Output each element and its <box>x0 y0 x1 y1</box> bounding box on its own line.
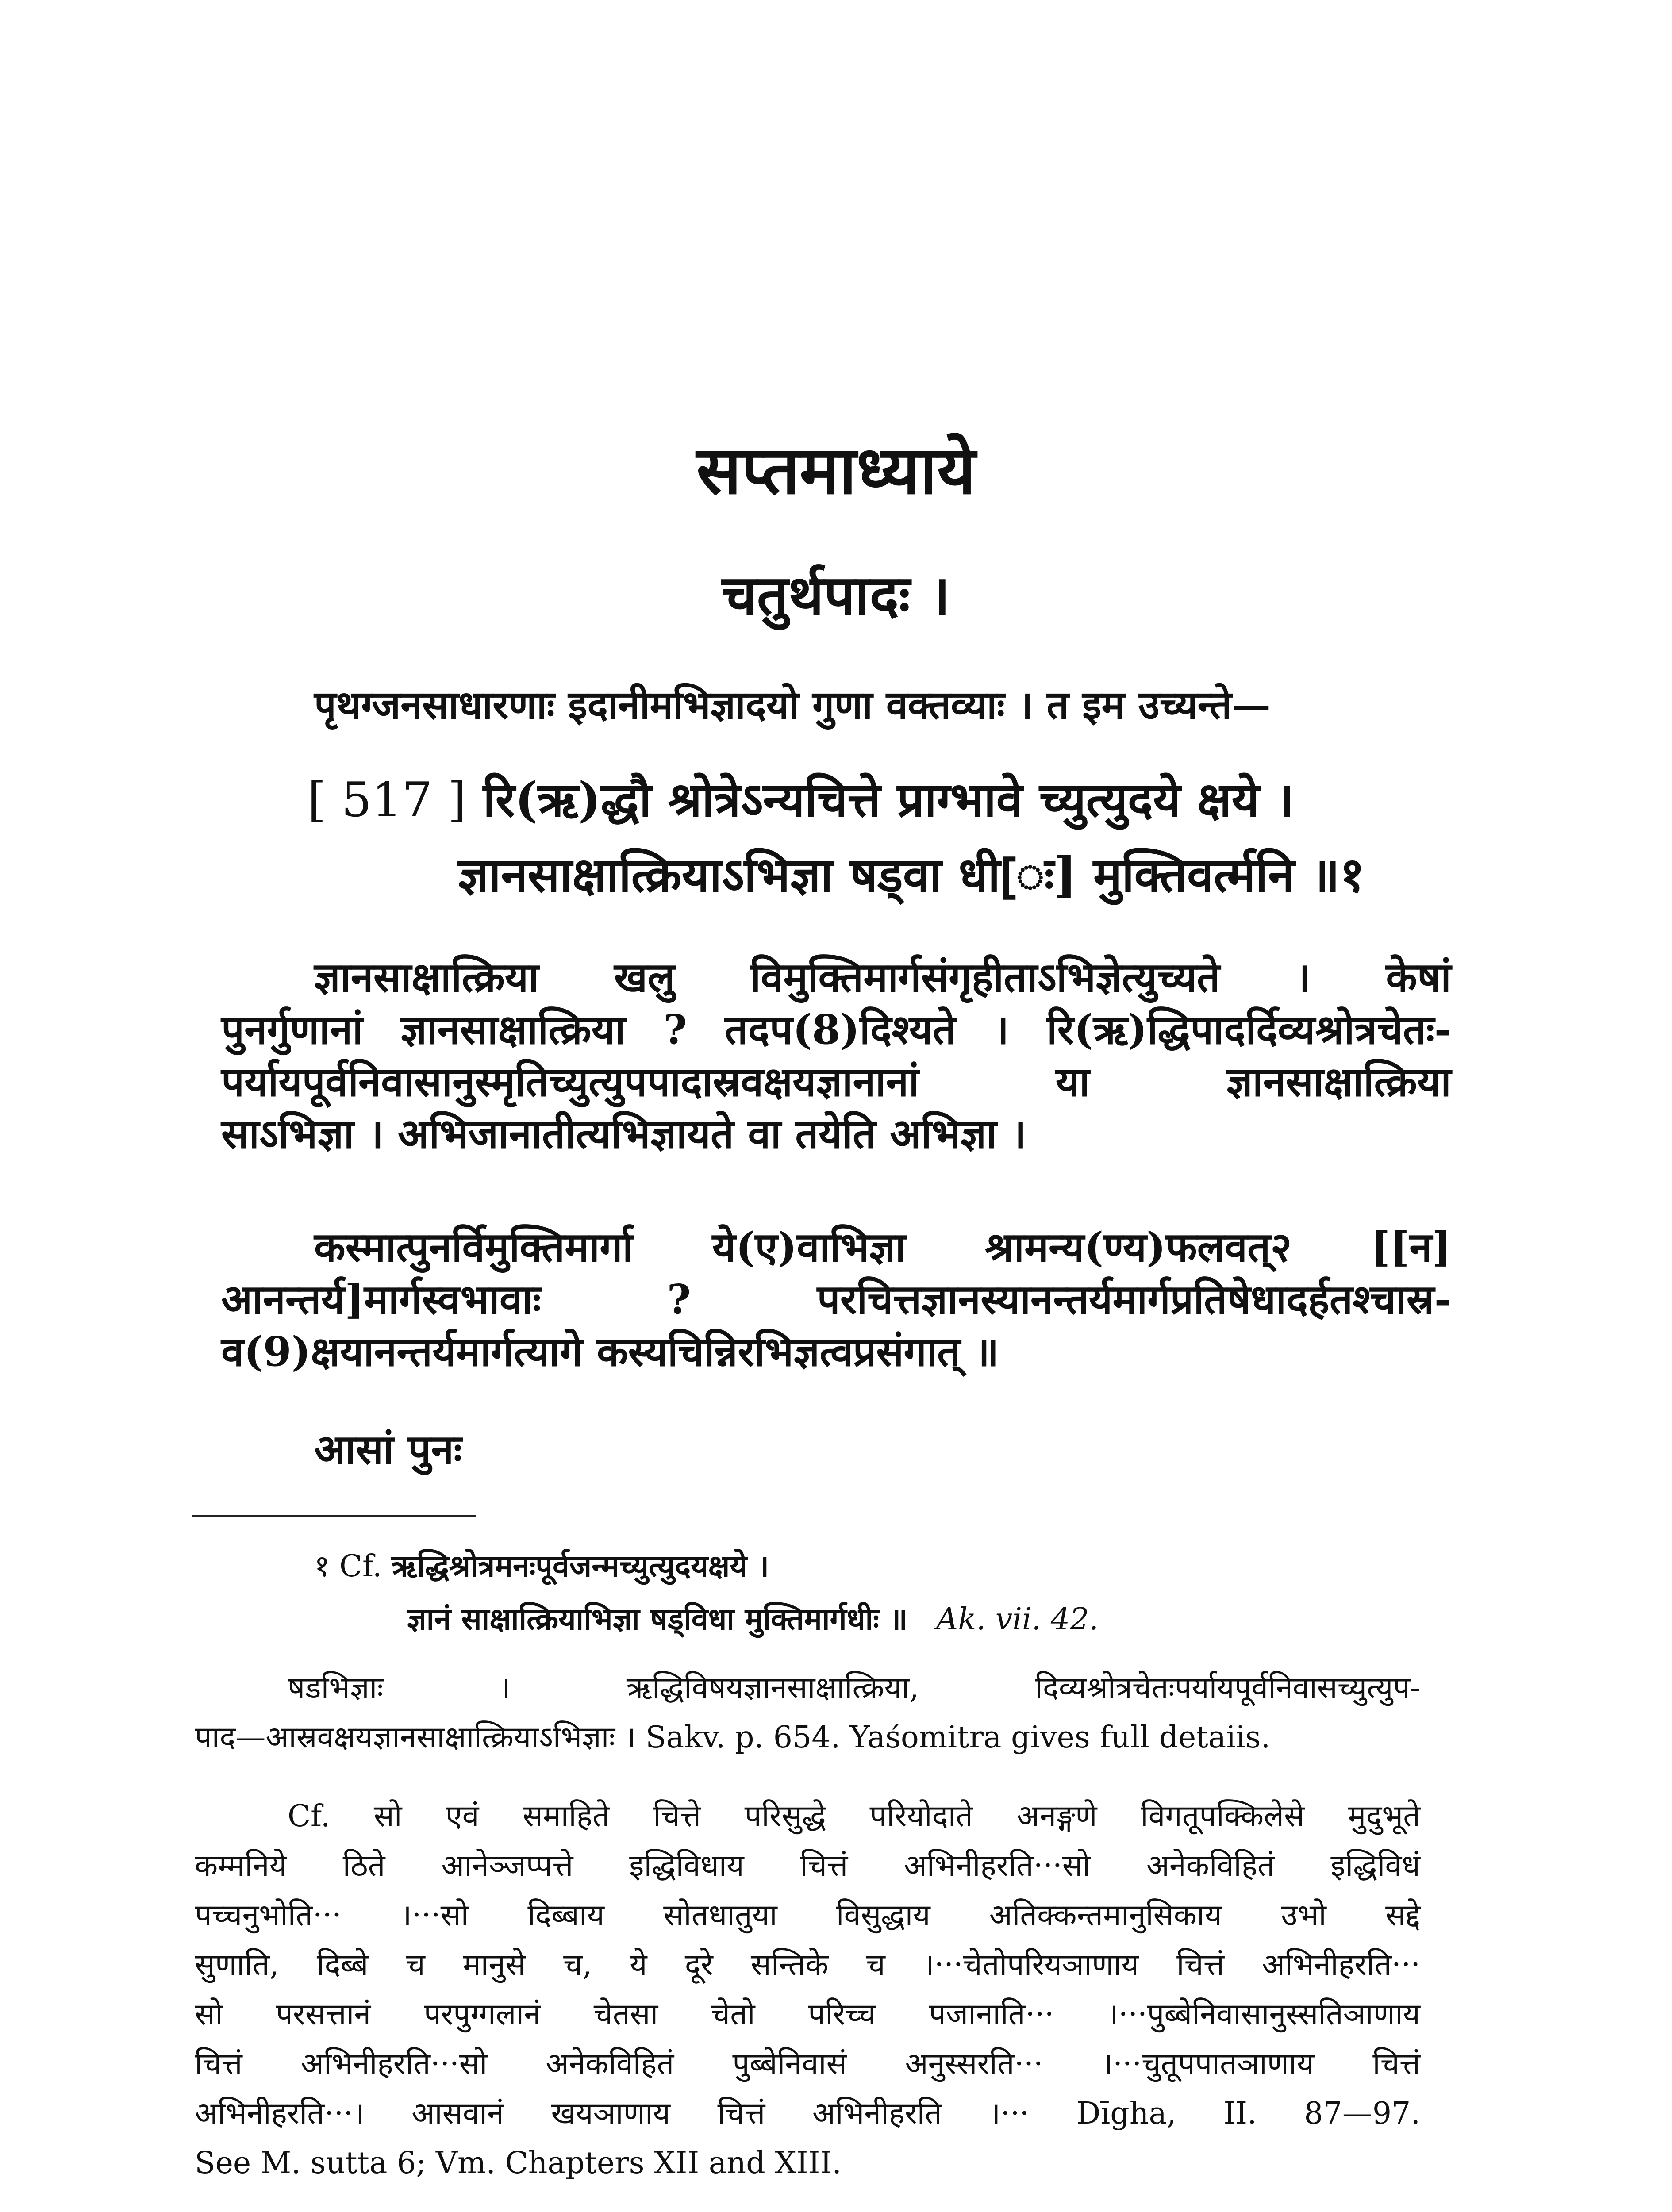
footnote-line: Cf. सो एवं समाहिते चित्ते परिसुद्धे परियोदाते अनङ्गणे विगतूपक्किलेसे मुदुभूते <box>288 1799 1420 1834</box>
paragraph-line: कस्मात्पुनर्विमुक्तिमार्गा ये(ए)वाभिज्ञा श्रामन्य(ण्य)फलवत्२ [[न] <box>314 1223 1451 1271</box>
paragraph-line: व(9)क्षयानन्तर्यमार्गत्यागे कस्यचिन्निरभिज्ञत्वप्रसंगात् ॥ <box>221 1328 999 1375</box>
footnote-line: पच्चनुभोति··· ।···सो दिब्बाय सोतधातुया विसुद्धाय अतिक्कन्तमानुसिकाय उभो सद्दे <box>195 1898 1420 1933</box>
footnote-line: अभिनीहरति···। आसवानं खयञाणाय चित्तं अभिनीहरति ।··· Dīgha, II. 87—97. <box>195 2096 1420 2131</box>
footnote-line: पाद—आस्रवक्षयज्ञानसाक्षात्क्रियाऽभिज्ञाः । Sakv. p. 654. Yaśomitra gives full detaiis. <box>195 1720 1271 1755</box>
commentary-paragraph-1 <box>221 951 1451 1160</box>
footnote-1-verse-1: ऋद्धिश्रोत्रमनःपूर्वजन्मच्युत्युदयक्षये । <box>392 1548 769 1584</box>
paragraph-line: पुनर्गुणानां ज्ञानसाक्षात्क्रिया ? तदप(8)दिश्यते । रि(ऋ)द्धिपादर्दिव्यश्रोत्रचेतः- <box>221 1006 1451 1053</box>
paragraph-line: साऽभिज्ञा । अभिजानातीत्यभिज्ञायते वा तयेति अभिज्ञा । <box>221 1110 1027 1158</box>
section-title: चतुर्थपादः । <box>722 563 950 628</box>
verse-number: [ 517 ] <box>307 772 467 828</box>
footnote-1-marker: १ Cf. <box>314 1549 382 1584</box>
footnote-line: सो परसत्तानं परपुग्गलानं चेतसा चेतो परिच्च पजानाति··· ।···पुब्बेनिवासानुस्सतिञाणाय <box>195 1997 1420 2032</box>
paragraph-line: पर्यायपूर्वनिवासानुस्मृतिच्युत्युपपादास्रवक्षयज्ञानानां या ज्ञानसाक्षात्क्रिया <box>221 1058 1451 1106</box>
verse-line-2: ज्ञानसाक्षात्क्रियाऽभिज्ञा षड्वा धी[ः] मुक्तिवर्त्मनि ॥१ <box>458 847 1365 903</box>
paragraph-line: ज्ञानसाक्षात्क्रिया खलु विमुक्तिमार्गसंगृहीताऽभिज्ञेत्युच्यते । केषां <box>314 953 1451 1001</box>
footnote-line: कम्मनिये ठिते आनेञ्जप्पत्ते इद्धिविधाय चित्तं अभिनीहरति···सो अनेकविहितं इद्धिविधं <box>195 1848 1420 1883</box>
continuation-line: आसां पुनः <box>314 1425 462 1473</box>
footnote-line: चित्तं अभिनीहरति···सो अनेकविहितं पुब्बेनिवासं अनुस्सरति··· ।···चुतूपपातञाणाय चित्तं <box>195 2047 1420 2081</box>
chapter-title: सप्तमाध्याये <box>696 431 976 509</box>
verse-text-1: रि(ऋ)द्धौ श्रोत्रेऽन्यचित्ते प्राग्भावे च्युत्युदये क्षये । <box>483 772 1294 828</box>
commentary-paragraph-2 <box>221 1221 1451 1378</box>
footnote-1-line-2 <box>407 1597 1099 1638</box>
footnote-1-reference: Ak. vii. 42. <box>936 1602 1099 1637</box>
footnote-3-block <box>195 1792 1420 2188</box>
verse-line-1 <box>307 765 1294 830</box>
footnote-divider <box>192 1515 476 1517</box>
paragraph-line: आनन्तर्य]मार्गस्वभावाः ? परचित्तज्ञानस्यानन्तर्यमार्गप्रतिषेधादर्हतश्चास्र- <box>221 1275 1451 1323</box>
footnote-line: See M. sutta 6; Vm. Chapters XII and XIII. <box>195 2146 842 2181</box>
footnote-1-verse-2: ज्ञानं साक्षात्क्रियाभिज्ञा षड्विधा मुक्तिमार्गधीः ॥ <box>407 1601 908 1637</box>
intro-line: पृथग्जनसाधारणाः इदानीमभिज्ञादयो गुणा वक्तव्याः । त इम उच्यन्ते— <box>314 682 1271 728</box>
footnote-line: षडभिज्ञाः । ऋद्धिविषयज्ञानसाक्षात्क्रिया, दिव्यश्रोत्रचेतःपर्यायपूर्वनिवासच्युत्युप- <box>288 1671 1420 1705</box>
footnote-1-line-1 <box>314 1544 769 1585</box>
footnote-2-block <box>195 1663 1420 1763</box>
footnote-line: सुणाति, दिब्बे च मानुसे च, ये दूरे सन्तिके च ।···चेतोपरियञाणाय चित्तं अभिनीहरति··· <box>195 1947 1420 1982</box>
